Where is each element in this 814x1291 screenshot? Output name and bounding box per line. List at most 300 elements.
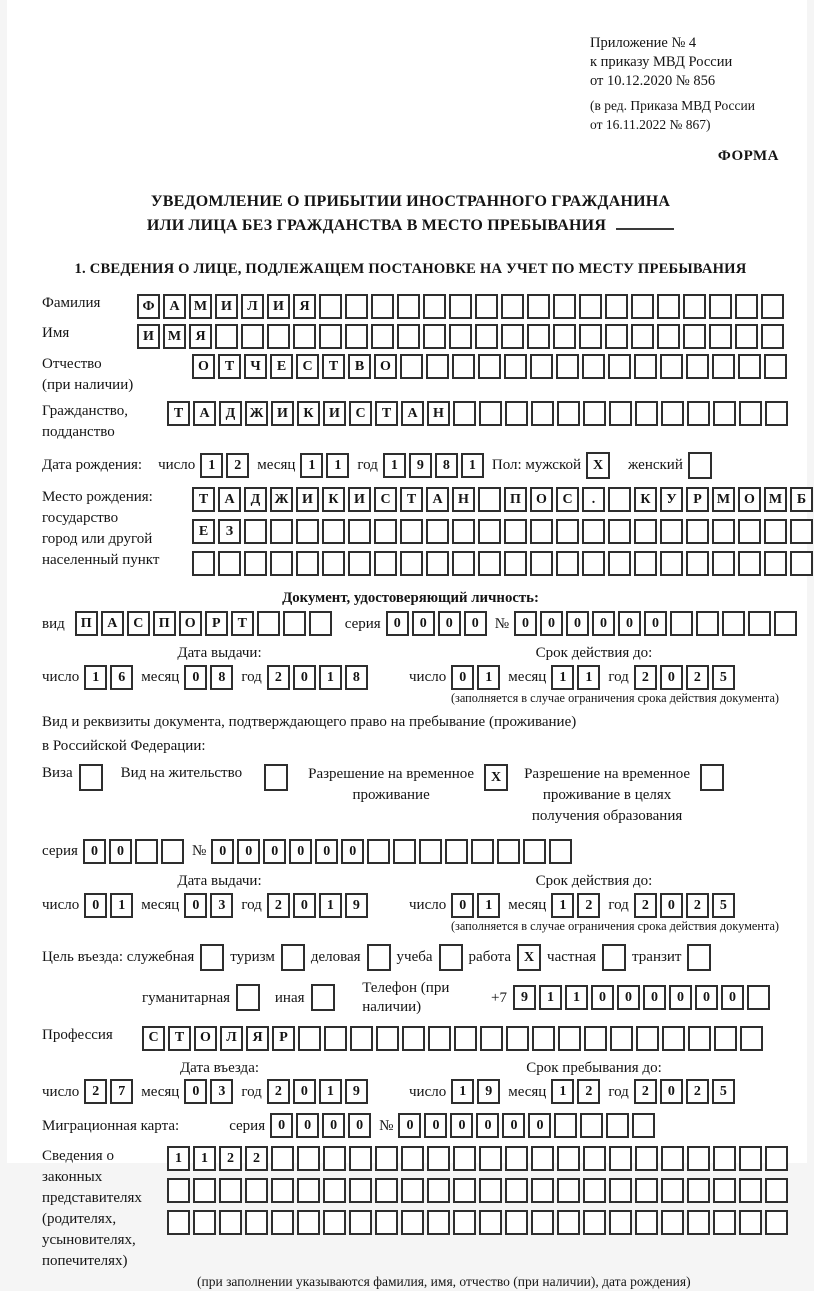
char-cell[interactable]: 0: [450, 1113, 473, 1138]
char-cell[interactable]: А: [218, 487, 241, 512]
char-cell[interactable]: Р: [272, 1026, 295, 1051]
char-cell[interactable]: [297, 1178, 320, 1203]
char-cell[interactable]: 2: [634, 665, 657, 690]
char-cell[interactable]: [608, 354, 631, 379]
char-cell[interactable]: 1: [319, 665, 342, 690]
char-cell[interactable]: [374, 519, 397, 544]
char-cell[interactable]: [345, 324, 368, 349]
char-cell[interactable]: [349, 1146, 372, 1171]
char-cell[interactable]: [530, 551, 553, 576]
char-cell[interactable]: [504, 519, 527, 544]
char-cell[interactable]: [135, 839, 158, 864]
char-cell[interactable]: [660, 519, 683, 544]
char-cell[interactable]: [683, 324, 706, 349]
char-cell[interactable]: [192, 551, 215, 576]
char-cell[interactable]: [606, 1113, 629, 1138]
char-cell[interactable]: [345, 294, 368, 319]
char-cell[interactable]: 1: [200, 453, 223, 478]
char-cell[interactable]: Д: [244, 487, 267, 512]
char-cell[interactable]: [426, 551, 449, 576]
char-cell[interactable]: [375, 1146, 398, 1171]
char-cell[interactable]: [478, 487, 501, 512]
char-cell[interactable]: [687, 1210, 710, 1235]
char-cell[interactable]: [349, 1210, 372, 1235]
char-cell[interactable]: 0: [695, 985, 718, 1010]
char-cell[interactable]: 9: [345, 1079, 368, 1104]
char-cell[interactable]: [735, 294, 758, 319]
char-cell[interactable]: С: [142, 1026, 165, 1051]
char-cell[interactable]: [504, 354, 527, 379]
education-residence-checkbox[interactable]: [700, 764, 724, 791]
char-cell[interactable]: О: [194, 1026, 217, 1051]
char-cell[interactable]: [714, 1026, 737, 1051]
char-cell[interactable]: 0: [476, 1113, 499, 1138]
char-cell[interactable]: 2: [226, 453, 249, 478]
char-cell[interactable]: [219, 1178, 242, 1203]
char-cell[interactable]: [696, 611, 719, 636]
char-cell[interactable]: [297, 1210, 320, 1235]
char-cell[interactable]: 0: [412, 611, 435, 636]
char-cell[interactable]: [765, 1146, 788, 1171]
char-cell[interactable]: [478, 551, 501, 576]
char-cell[interactable]: [558, 1026, 581, 1051]
char-cell[interactable]: [739, 1146, 762, 1171]
char-cell[interactable]: [426, 519, 449, 544]
char-cell[interactable]: [632, 1113, 655, 1138]
char-cell[interactable]: 1: [326, 453, 349, 478]
char-cell[interactable]: [790, 551, 813, 576]
char-cell[interactable]: 0: [211, 839, 234, 864]
char-cell[interactable]: 2: [267, 893, 290, 918]
char-cell[interactable]: М: [712, 487, 735, 512]
char-cell[interactable]: 9: [409, 453, 432, 478]
char-cell[interactable]: [453, 1210, 476, 1235]
char-cell[interactable]: С: [556, 487, 579, 512]
char-cell[interactable]: Е: [192, 519, 215, 544]
char-cell[interactable]: [661, 401, 684, 426]
char-cell[interactable]: [554, 1113, 577, 1138]
purpose-official-checkbox[interactable]: [200, 944, 224, 971]
char-cell[interactable]: [765, 1178, 788, 1203]
char-cell[interactable]: [374, 551, 397, 576]
char-cell[interactable]: [293, 324, 316, 349]
char-cell[interactable]: О: [192, 354, 215, 379]
char-cell[interactable]: [657, 294, 680, 319]
char-cell[interactable]: 2: [267, 665, 290, 690]
char-cell[interactable]: [323, 1146, 346, 1171]
char-cell[interactable]: [501, 294, 524, 319]
char-cell[interactable]: [605, 294, 628, 319]
char-cell[interactable]: Ж: [245, 401, 268, 426]
char-cell[interactable]: [349, 1178, 372, 1203]
char-cell[interactable]: [709, 324, 732, 349]
char-cell[interactable]: [738, 519, 761, 544]
char-cell[interactable]: [735, 324, 758, 349]
char-cell[interactable]: А: [193, 401, 216, 426]
char-cell[interactable]: 0: [84, 893, 107, 918]
char-cell[interactable]: [505, 1146, 528, 1171]
char-cell[interactable]: [609, 1178, 632, 1203]
char-cell[interactable]: [445, 839, 468, 864]
char-cell[interactable]: [167, 1178, 190, 1203]
char-cell[interactable]: 0: [451, 893, 474, 918]
char-cell[interactable]: М: [189, 294, 212, 319]
char-cell[interactable]: [505, 1210, 528, 1235]
char-cell[interactable]: 0: [398, 1113, 421, 1138]
char-cell[interactable]: [480, 1026, 503, 1051]
char-cell[interactable]: 0: [644, 611, 667, 636]
char-cell[interactable]: [283, 611, 306, 636]
char-cell[interactable]: 1: [383, 453, 406, 478]
char-cell[interactable]: [608, 487, 631, 512]
char-cell[interactable]: [245, 1178, 268, 1203]
char-cell[interactable]: Я: [246, 1026, 269, 1051]
char-cell[interactable]: Т: [322, 354, 345, 379]
char-cell[interactable]: 7: [110, 1079, 133, 1104]
char-cell[interactable]: [712, 551, 735, 576]
char-cell[interactable]: [427, 1178, 450, 1203]
char-cell[interactable]: [423, 324, 446, 349]
char-cell[interactable]: 0: [643, 985, 666, 1010]
char-cell[interactable]: Т: [192, 487, 215, 512]
char-cell[interactable]: Р: [205, 611, 228, 636]
char-cell[interactable]: 0: [109, 839, 132, 864]
char-cell[interactable]: 0: [438, 611, 461, 636]
char-cell[interactable]: [161, 839, 184, 864]
char-cell[interactable]: 0: [591, 985, 614, 1010]
char-cell[interactable]: [218, 551, 241, 576]
char-cell[interactable]: [764, 551, 787, 576]
char-cell[interactable]: [686, 551, 709, 576]
char-cell[interactable]: [244, 519, 267, 544]
char-cell[interactable]: [479, 401, 502, 426]
char-cell[interactable]: [531, 1210, 554, 1235]
char-cell[interactable]: 0: [451, 665, 474, 690]
char-cell[interactable]: [557, 401, 580, 426]
char-cell[interactable]: [660, 354, 683, 379]
char-cell[interactable]: Т: [375, 401, 398, 426]
char-cell[interactable]: 0: [348, 1113, 371, 1138]
char-cell[interactable]: [531, 401, 554, 426]
char-cell[interactable]: [713, 401, 736, 426]
char-cell[interactable]: 0: [322, 1113, 345, 1138]
char-cell[interactable]: [688, 1026, 711, 1051]
char-cell[interactable]: 0: [424, 1113, 447, 1138]
char-cell[interactable]: 0: [618, 611, 641, 636]
char-cell[interactable]: [747, 985, 770, 1010]
purpose-business-checkbox[interactable]: [367, 944, 391, 971]
char-cell[interactable]: Н: [427, 401, 450, 426]
char-cell[interactable]: 1: [451, 1079, 474, 1104]
char-cell[interactable]: [427, 1210, 450, 1235]
char-cell[interactable]: [478, 354, 501, 379]
char-cell[interactable]: [376, 1026, 399, 1051]
char-cell[interactable]: [505, 401, 528, 426]
char-cell[interactable]: [504, 551, 527, 576]
char-cell[interactable]: [740, 1026, 763, 1051]
char-cell[interactable]: 1: [84, 665, 107, 690]
char-cell[interactable]: 1: [551, 1079, 574, 1104]
visa-checkbox[interactable]: [79, 764, 103, 791]
char-cell[interactable]: [296, 519, 319, 544]
char-cell[interactable]: [631, 324, 654, 349]
char-cell[interactable]: [523, 839, 546, 864]
char-cell[interactable]: [609, 1210, 632, 1235]
char-cell[interactable]: [479, 1210, 502, 1235]
char-cell[interactable]: [579, 324, 602, 349]
char-cell[interactable]: Т: [400, 487, 423, 512]
char-cell[interactable]: 2: [267, 1079, 290, 1104]
char-cell[interactable]: Ч: [244, 354, 267, 379]
char-cell[interactable]: [401, 1146, 424, 1171]
char-cell[interactable]: [739, 1210, 762, 1235]
char-cell[interactable]: К: [322, 487, 345, 512]
char-cell[interactable]: Р: [686, 487, 709, 512]
char-cell[interactable]: [557, 1146, 580, 1171]
char-cell[interactable]: [608, 551, 631, 576]
char-cell[interactable]: [371, 324, 394, 349]
char-cell[interactable]: 1: [167, 1146, 190, 1171]
char-cell[interactable]: [557, 1210, 580, 1235]
char-cell[interactable]: [367, 839, 390, 864]
char-cell[interactable]: 0: [263, 839, 286, 864]
char-cell[interactable]: 9: [477, 1079, 500, 1104]
char-cell[interactable]: [393, 839, 416, 864]
purpose-humanitarian-checkbox[interactable]: [236, 984, 260, 1011]
char-cell[interactable]: [452, 551, 475, 576]
char-cell[interactable]: [556, 519, 579, 544]
char-cell[interactable]: [453, 401, 476, 426]
char-cell[interactable]: С: [296, 354, 319, 379]
char-cell[interactable]: 3: [210, 893, 233, 918]
char-cell[interactable]: [401, 1178, 424, 1203]
char-cell[interactable]: 0: [386, 611, 409, 636]
sex-female-checkbox[interactable]: [688, 452, 712, 479]
char-cell[interactable]: 1: [477, 893, 500, 918]
char-cell[interactable]: [635, 1178, 658, 1203]
char-cell[interactable]: [670, 611, 693, 636]
char-cell[interactable]: [193, 1210, 216, 1235]
char-cell[interactable]: [400, 551, 423, 576]
char-cell[interactable]: [608, 519, 631, 544]
char-cell[interactable]: [505, 1178, 528, 1203]
char-cell[interactable]: 0: [83, 839, 106, 864]
char-cell[interactable]: [739, 1178, 762, 1203]
char-cell[interactable]: К: [297, 401, 320, 426]
char-cell[interactable]: [530, 519, 553, 544]
purpose-private-checkbox[interactable]: [602, 944, 626, 971]
char-cell[interactable]: И: [348, 487, 371, 512]
char-cell[interactable]: [609, 1146, 632, 1171]
char-cell[interactable]: 1: [300, 453, 323, 478]
char-cell[interactable]: 0: [514, 611, 537, 636]
char-cell[interactable]: [557, 1178, 580, 1203]
char-cell[interactable]: [761, 294, 784, 319]
char-cell[interactable]: [323, 1178, 346, 1203]
char-cell[interactable]: Н: [452, 487, 475, 512]
char-cell[interactable]: З: [218, 519, 241, 544]
char-cell[interactable]: [257, 611, 280, 636]
purpose-tourism-checkbox[interactable]: [281, 944, 305, 971]
char-cell[interactable]: [713, 1146, 736, 1171]
char-cell[interactable]: 0: [270, 1113, 293, 1138]
purpose-other-checkbox[interactable]: [311, 984, 335, 1011]
char-cell[interactable]: С: [349, 401, 372, 426]
char-cell[interactable]: [309, 611, 332, 636]
char-cell[interactable]: [479, 1146, 502, 1171]
char-cell[interactable]: 0: [289, 839, 312, 864]
char-cell[interactable]: 0: [341, 839, 364, 864]
char-cell[interactable]: [428, 1026, 451, 1051]
char-cell[interactable]: [556, 354, 579, 379]
char-cell[interactable]: 1: [319, 1079, 342, 1104]
char-cell[interactable]: И: [267, 294, 290, 319]
char-cell[interactable]: [610, 1026, 633, 1051]
char-cell[interactable]: 2: [634, 1079, 657, 1104]
char-cell[interactable]: [419, 839, 442, 864]
char-cell[interactable]: 1: [193, 1146, 216, 1171]
char-cell[interactable]: [401, 1210, 424, 1235]
char-cell[interactable]: 2: [577, 893, 600, 918]
char-cell[interactable]: 0: [293, 1079, 316, 1104]
char-cell[interactable]: [426, 354, 449, 379]
char-cell[interactable]: [583, 1146, 606, 1171]
char-cell[interactable]: [579, 294, 602, 319]
char-cell[interactable]: [764, 519, 787, 544]
char-cell[interactable]: 0: [566, 611, 589, 636]
char-cell[interactable]: Ж: [270, 487, 293, 512]
char-cell[interactable]: Л: [241, 294, 264, 319]
char-cell[interactable]: 2: [219, 1146, 242, 1171]
char-cell[interactable]: П: [75, 611, 98, 636]
char-cell[interactable]: 6: [110, 665, 133, 690]
char-cell[interactable]: 0: [669, 985, 692, 1010]
char-cell[interactable]: [636, 1026, 659, 1051]
char-cell[interactable]: [271, 1210, 294, 1235]
char-cell[interactable]: О: [179, 611, 202, 636]
char-cell[interactable]: 1: [461, 453, 484, 478]
char-cell[interactable]: Т: [231, 611, 254, 636]
char-cell[interactable]: [582, 519, 605, 544]
char-cell[interactable]: [580, 1113, 603, 1138]
char-cell[interactable]: [549, 839, 572, 864]
char-cell[interactable]: [475, 294, 498, 319]
char-cell[interactable]: [271, 1146, 294, 1171]
char-cell[interactable]: 0: [293, 665, 316, 690]
char-cell[interactable]: [713, 1210, 736, 1235]
char-cell[interactable]: [423, 294, 446, 319]
char-cell[interactable]: 8: [210, 665, 233, 690]
char-cell[interactable]: А: [163, 294, 186, 319]
char-cell[interactable]: [324, 1026, 347, 1051]
char-cell[interactable]: [583, 401, 606, 426]
char-cell[interactable]: 1: [551, 665, 574, 690]
char-cell[interactable]: [553, 294, 576, 319]
char-cell[interactable]: Ф: [137, 294, 160, 319]
char-cell[interactable]: [322, 551, 345, 576]
char-cell[interactable]: [609, 401, 632, 426]
char-cell[interactable]: [375, 1178, 398, 1203]
char-cell[interactable]: И: [296, 487, 319, 512]
char-cell[interactable]: [556, 551, 579, 576]
char-cell[interactable]: Я: [293, 294, 316, 319]
char-cell[interactable]: 0: [592, 611, 615, 636]
char-cell[interactable]: [497, 839, 520, 864]
char-cell[interactable]: [634, 551, 657, 576]
char-cell[interactable]: 2: [577, 1079, 600, 1104]
char-cell[interactable]: У: [660, 487, 683, 512]
char-cell[interactable]: 1: [551, 893, 574, 918]
char-cell[interactable]: [661, 1178, 684, 1203]
char-cell[interactable]: 2: [686, 665, 709, 690]
char-cell[interactable]: 0: [293, 893, 316, 918]
char-cell[interactable]: [270, 519, 293, 544]
char-cell[interactable]: [687, 1178, 710, 1203]
char-cell[interactable]: [501, 324, 524, 349]
purpose-transit-checkbox[interactable]: [687, 944, 711, 971]
char-cell[interactable]: [722, 611, 745, 636]
char-cell[interactable]: [449, 324, 472, 349]
char-cell[interactable]: 0: [315, 839, 338, 864]
char-cell[interactable]: Б: [790, 487, 813, 512]
char-cell[interactable]: [687, 401, 710, 426]
char-cell[interactable]: [582, 551, 605, 576]
char-cell[interactable]: 0: [184, 665, 207, 690]
char-cell[interactable]: 0: [184, 1079, 207, 1104]
char-cell[interactable]: 5: [712, 665, 735, 690]
char-cell[interactable]: 0: [237, 839, 260, 864]
char-cell[interactable]: [402, 1026, 425, 1051]
char-cell[interactable]: Е: [270, 354, 293, 379]
char-cell[interactable]: [765, 401, 788, 426]
char-cell[interactable]: 5: [712, 1079, 735, 1104]
char-cell[interactable]: [350, 1026, 373, 1051]
char-cell[interactable]: М: [163, 324, 186, 349]
char-cell[interactable]: А: [401, 401, 424, 426]
char-cell[interactable]: [449, 294, 472, 319]
char-cell[interactable]: .: [582, 487, 605, 512]
char-cell[interactable]: [298, 1026, 321, 1051]
char-cell[interactable]: 0: [502, 1113, 525, 1138]
char-cell[interactable]: [241, 324, 264, 349]
char-cell[interactable]: А: [426, 487, 449, 512]
char-cell[interactable]: [584, 1026, 607, 1051]
char-cell[interactable]: [453, 1146, 476, 1171]
char-cell[interactable]: [635, 1146, 658, 1171]
char-cell[interactable]: Д: [219, 401, 242, 426]
char-cell[interactable]: [319, 294, 342, 319]
char-cell[interactable]: 5: [712, 893, 735, 918]
char-cell[interactable]: [713, 1178, 736, 1203]
char-cell[interactable]: 8: [345, 665, 368, 690]
char-cell[interactable]: 1: [319, 893, 342, 918]
char-cell[interactable]: [454, 1026, 477, 1051]
char-cell[interactable]: [635, 1210, 658, 1235]
char-cell[interactable]: 1: [577, 665, 600, 690]
char-cell[interactable]: 2: [686, 1079, 709, 1104]
char-cell[interactable]: 1: [565, 985, 588, 1010]
char-cell[interactable]: 2: [634, 893, 657, 918]
char-cell[interactable]: [371, 294, 394, 319]
char-cell[interactable]: А: [101, 611, 124, 636]
char-cell[interactable]: 0: [660, 893, 683, 918]
char-cell[interactable]: 1: [477, 665, 500, 690]
char-cell[interactable]: [527, 324, 550, 349]
char-cell[interactable]: [297, 1146, 320, 1171]
char-cell[interactable]: [397, 294, 420, 319]
char-cell[interactable]: [322, 519, 345, 544]
char-cell[interactable]: [583, 1178, 606, 1203]
